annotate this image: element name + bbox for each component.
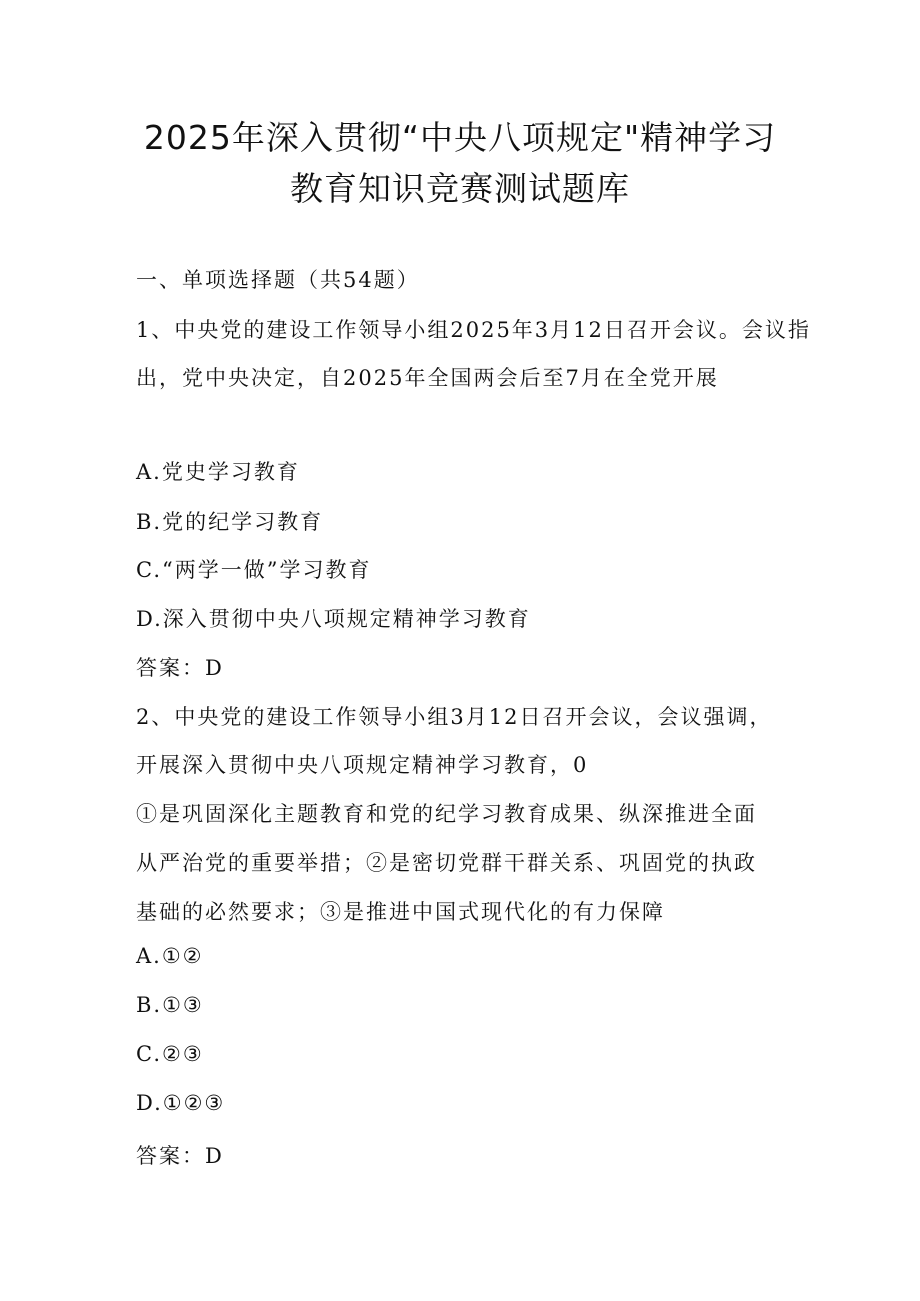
question-2-option-a: A.①② — [136, 944, 204, 968]
question-2-answer: 答案：D — [136, 1144, 224, 1168]
question-2-stem-line-4: 从严治党的重要举措；②是密切党群干群关系、巩固党的执政 — [136, 851, 757, 875]
document-title-line-1: 2025年深入贯彻“中央八项规定"精神学习 — [143, 118, 777, 157]
question-1-option-a: A.党史学习教育 — [136, 460, 300, 484]
question-2-option-c: C.②③ — [136, 1042, 204, 1066]
question-2-stem-line-2: 开展深入贯彻中央八项规定精神学习教育，0 — [136, 753, 589, 777]
question-2-stem-line-3: ①是巩固深化主题教育和党的纪学习教育成果、纵深推进全面 — [136, 802, 757, 826]
question-1-stem-line-1: 1、中央党的建设工作领导小组2025年3月12日召开会议。会议指 — [136, 318, 811, 342]
document-title-line-2: 教育知识竞赛测试题库 — [290, 169, 630, 208]
question-2-stem-line-5: 基础的必然要求；③是推进中国式现代化的有力保障 — [136, 900, 665, 924]
section-heading: 一、单项选择题（共54题） — [136, 268, 420, 292]
question-1-stem-line-2: 出，党中央决定，自2025年全国两会后至7月在全党开展 — [136, 366, 719, 390]
question-2-option-b: B.①③ — [136, 993, 204, 1017]
question-2-option-d: D.①②③ — [136, 1091, 226, 1115]
question-2-stem-line-1: 2、中央党的建设工作领导小组3月12日召开会议，会议强调， — [136, 705, 773, 729]
question-1-option-d: D.深入贯彻中央八项规定精神学习教育 — [136, 607, 531, 631]
question-1-option-c: C.“两学一做”学习教育 — [136, 558, 372, 582]
question-1-answer: 答案：D — [136, 656, 224, 680]
question-1-option-b: B.党的纪学习教育 — [136, 510, 324, 534]
